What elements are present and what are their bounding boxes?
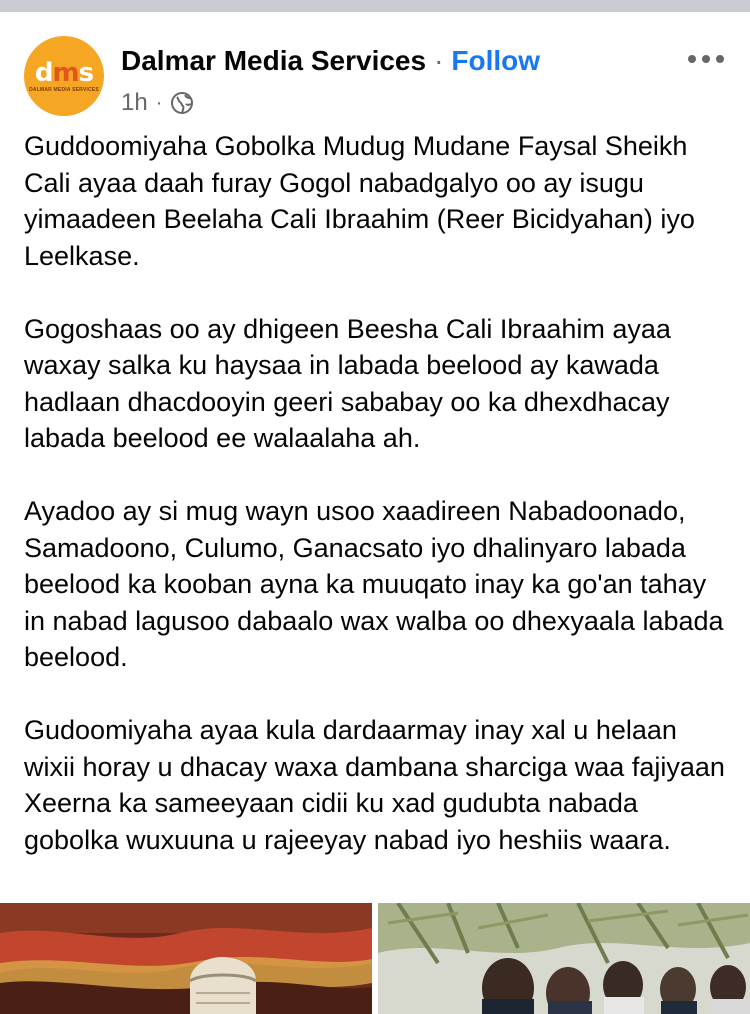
logo-letter-s: s: [78, 57, 94, 88]
avatar-logo-subtitle: DALMAR MEDIA SERVICES: [29, 86, 99, 93]
meta-separator: ·: [155, 91, 163, 114]
more-dots-icon[interactable]: [688, 52, 724, 66]
post-header: [0, 12, 750, 120]
logo-letter-m: m: [52, 57, 79, 88]
name-separator: ·: [434, 45, 444, 76]
timestamp-link[interactable]: 1h: [121, 89, 148, 116]
logo-letter-d: d: [34, 57, 53, 88]
page-avatar[interactable]: [24, 36, 104, 116]
post-photo-grid: [0, 903, 750, 1014]
post-paragraph-3: Ayadoo ay si mug wayn usoo xaadireen Nabadoonado, Samadoono, Culumo, Ganacsato iyo dhalinyaro labada beelood ka kooban ayna ka muuqato inay ka go'an tahay in nabad lagusoo dabaalo wax walba oo dhexyaala labada beelood.: [24, 496, 724, 672]
post-paragraph-4: Gudoomiyaha ayaa kula dardaarmay inay xal u helaan wixii horay u dhacay waxa dambana sharciga waa fajiyaan Xeerna ka sameeyaan cidii ku xad gudubta nabada gobolka wuxuuna u rajeeyay nabad iyo heshiis waara.: [24, 715, 725, 855]
photo-1-image: [0, 903, 372, 1014]
post-meta: [121, 88, 194, 118]
more-dot: [688, 55, 696, 63]
more-dot: [702, 55, 710, 63]
name-row: [121, 44, 540, 78]
post-paragraph-2: Gogoshaas oo ay dhigeen Beesha Cali Ibraahim ayaa waxay salka ku haysaa in labada beelood ay kawada hadlaan dhacdooyin geeri sababay oo ka dhexdhacay labada beelood ee walaalaha ah.: [24, 313, 671, 453]
post-paragraph-1: Guddoomiyaha Gobolka Mudug Mudane Faysal Sheikh Cali ayaa daah furay Gogol nabadgalyo oo ay isugu yimaadeen Beelaha Cali Ibraahim (Reer Bicidyahan) iyo Leelkase.: [24, 131, 695, 271]
avatar-logo: [34, 57, 94, 88]
post-photo-2[interactable]: [378, 903, 750, 1014]
post-photo-1[interactable]: [0, 903, 372, 1014]
post-message: [24, 128, 734, 858]
page-name-link[interactable]: Dalmar Media Services: [121, 45, 427, 76]
feed-separator: [0, 0, 750, 12]
photo-2-image: [378, 903, 750, 1014]
follow-button[interactable]: Follow: [451, 45, 541, 76]
globe-icon[interactable]: [170, 91, 194, 115]
more-dot: [716, 55, 724, 63]
